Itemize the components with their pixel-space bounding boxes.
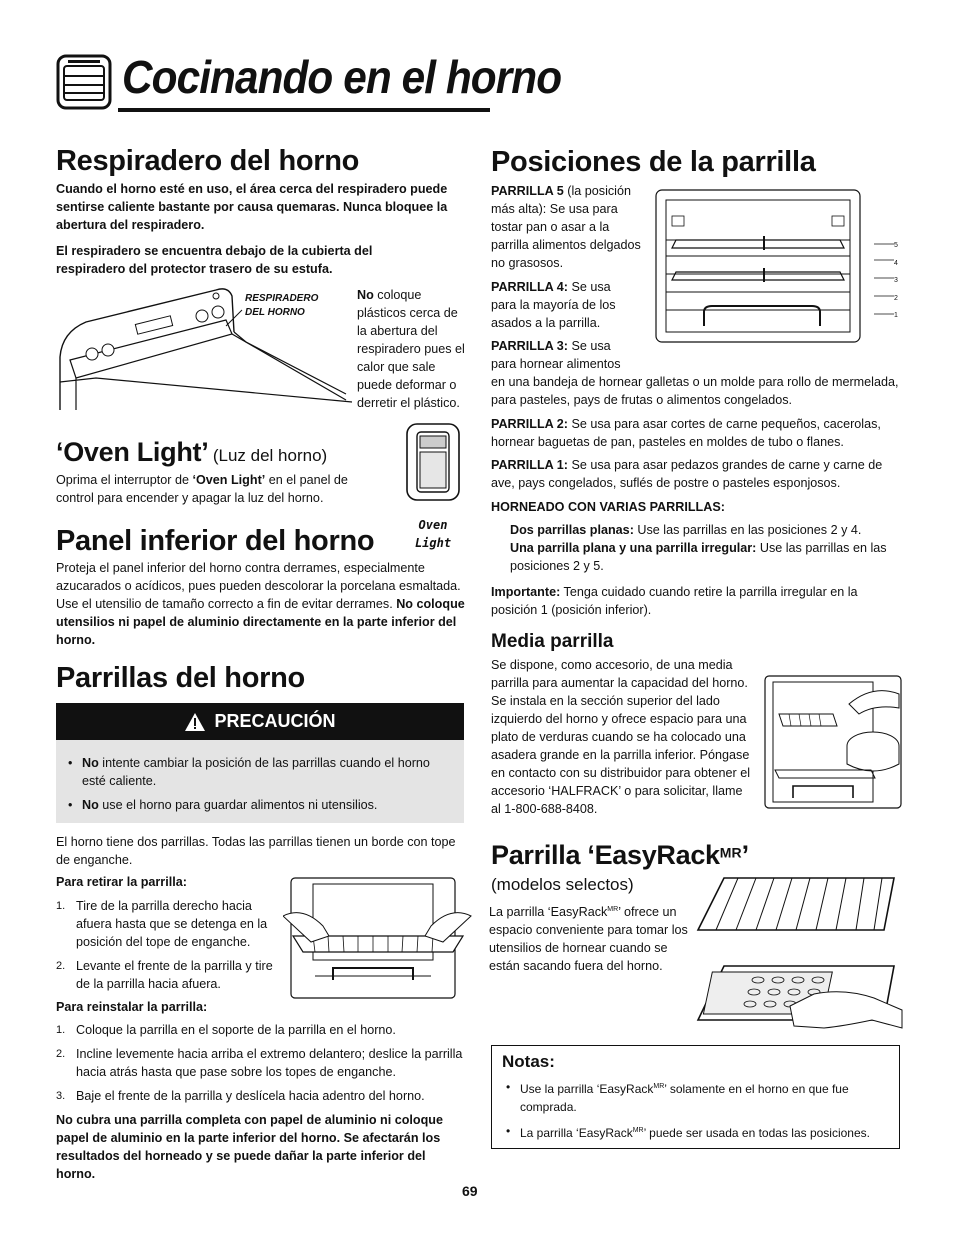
rack-number-labels bbox=[894, 237, 898, 325]
easyrack-title-sup: MR bbox=[719, 844, 742, 861]
half-rack-illustration bbox=[763, 674, 903, 810]
rack-positions-diagram bbox=[652, 186, 904, 346]
rack-number-label: 2 bbox=[894, 294, 898, 302]
reinstall-step bbox=[56, 1021, 466, 1039]
step-number: 1. bbox=[56, 900, 66, 912]
rack-1-bold: PARRILLA 1: bbox=[491, 458, 568, 472]
important-text: Tenga cuidado cuando retire la parrilla irregular en la posición 1 (posición inferior). bbox=[491, 585, 858, 617]
vent-note-bold: No bbox=[357, 288, 374, 302]
caution-item-bold: No bbox=[82, 756, 99, 770]
note-sup: MR bbox=[653, 1083, 665, 1090]
note-sup: MR bbox=[632, 1127, 644, 1134]
oven-light-title: ‘Oven Light’ bbox=[56, 437, 209, 467]
oven-light-title-suffix: (Luz del horno) bbox=[212, 446, 328, 465]
step-text: Tire de la parrilla derecho hacia afuera hasta que se detenga en la posición del tope de enganche. bbox=[76, 899, 268, 949]
important-bold: Importante: bbox=[491, 585, 561, 599]
note-item bbox=[502, 1078, 889, 1116]
oven-light-text-bold: ‘Oven Light’ bbox=[192, 473, 266, 487]
oven-light-text bbox=[56, 471, 376, 507]
rack-number-label: 1 bbox=[894, 312, 898, 319]
rack-1-desc: Se usa para asar pedazos grandes de carne y carne de ave, pays congelados, suflés de postre o pasteles esponjosos. bbox=[491, 458, 883, 490]
reinstall-title: Para reinstalar la parrilla: bbox=[56, 1000, 208, 1014]
half-rack-text-wrap bbox=[491, 656, 903, 818]
caution-box bbox=[56, 703, 464, 823]
racks-intro: El horno tiene dos parrillas. Todas las parrillas tienen un borde con tope de enganche. bbox=[56, 835, 456, 867]
step-number: 2. bbox=[56, 960, 66, 972]
vent-callout bbox=[245, 292, 318, 320]
oven-light-text-a: Oprima el interruptor de bbox=[56, 473, 193, 487]
rack-5-text bbox=[491, 182, 647, 272]
header-oven-icon bbox=[56, 54, 112, 112]
note-text-a: Use la parrilla ‘EasyRack bbox=[520, 1082, 654, 1096]
caution-item bbox=[64, 796, 448, 814]
button-label-line-2: Light bbox=[414, 536, 452, 550]
reinstall-steps bbox=[56, 1021, 466, 1105]
note-text-b: ’ puede ser usada en todas las posiciones. bbox=[643, 1126, 870, 1140]
half-rack-title: Media parrilla bbox=[491, 631, 614, 652]
caution-item-text: intente cambiar la posición de las parrillas cuando el horno esté caliente. bbox=[82, 756, 430, 788]
step-number: 1. bbox=[56, 1024, 66, 1036]
bottom-panel-text bbox=[56, 559, 468, 649]
multi-rack-1 bbox=[510, 521, 900, 539]
easyrack-title: Parrilla ‘EasyRack bbox=[491, 840, 720, 870]
rack-3-text-b: en una bandeja de hornear galletas o un molde para rollo de mermelada, para pasteles, pays de frutas o alimentos congelados. bbox=[491, 375, 899, 407]
easyrack-text-a: La parrilla ‘EasyRack bbox=[489, 905, 608, 920]
caution-label: PRECAUCIÓN bbox=[214, 711, 336, 731]
step-text: Incline levemente hacia arriba el extremo delantero; deslice la parrilla hacia atrás hasta que pase sobre los topes de enganche. bbox=[76, 1047, 463, 1079]
bottom-panel-text-bold: No coloque utensilios ni papel de aluminio directamente en la parte inferior del horno. bbox=[56, 597, 465, 647]
multi-rack-2 bbox=[510, 539, 890, 575]
vent-warning-1: Cuando el horno esté en uso, el área cerca del respiradero puede sentirse caliente bastante por causa quemaras. Nunca bloquee la abertura del respiradero. bbox=[56, 182, 448, 232]
oven-light-heading bbox=[56, 437, 327, 468]
vent-warning-2: El respiradero se encuentra debajo de la cubierta del respiradero del protector trasero de su estufa. bbox=[56, 244, 373, 276]
caution-item-text: use el horno para guardar alimentos ni utensilios. bbox=[98, 798, 378, 812]
easyrack-text-sup: MR bbox=[607, 906, 619, 913]
rack-2-text bbox=[491, 415, 903, 451]
vent-note-text: coloque plásticos cerca de la abertura del respiradero pues el calor que sale puede deformar o derretir el plástico. bbox=[357, 288, 465, 410]
step-text: Levante el frente de la parrilla y tire de la parrilla hacia afuera. bbox=[76, 959, 273, 991]
half-rack-text: Se dispone, como accesorio, de una media parrilla para aumentar la capacidad del horno. Se instala en la sección superior del lado izquierdo del horno y ofrece espacio para una plato de verduras cuando se ha colocado una asadera grande en la parrilla inferior. Póngase en contacto con su distribuidor para obtener el accesorio ‘HALFRACK’ o para solicitar, llame al 1-800-688-8408. bbox=[491, 658, 751, 816]
vent-callout-line-1: RESPIRADERO bbox=[245, 293, 319, 304]
rack-5-paren: (la posición más alta) bbox=[491, 184, 631, 216]
reinstall-step bbox=[56, 1087, 466, 1105]
rack-4-bold: PARRILLA 4: bbox=[491, 280, 568, 294]
caution-item-bold: No bbox=[82, 798, 99, 812]
remove-title: Para retirar la parrilla: bbox=[56, 875, 187, 889]
foil-warning: No cubra una parrilla completa con papel de aluminio ni coloque papel de aluminio en la parte inferior del horno. Se afectarán los resultados del horneado y se puede dañar la parte inferior del horno. bbox=[56, 1113, 443, 1181]
note-text-a: La parrilla ‘EasyRack bbox=[520, 1126, 633, 1140]
rack-number-label: 3 bbox=[894, 277, 898, 284]
page-title: Cocinando en el horno bbox=[122, 51, 562, 103]
caution-header bbox=[56, 703, 464, 740]
rack-number-label: 5 bbox=[894, 242, 898, 249]
multi-rack-2-bold: Una parrilla plana y una parrilla irregular: bbox=[510, 541, 757, 555]
bottom-panel-text-a: Proteja el panel inferior del horno contra derrames, especialmente azucarados o acídicos, pues pueden descolorar la porcelana esmaltada. Use el utensilio de tamaño correcto a fin de evitar derrames. bbox=[56, 561, 461, 611]
rack-4-text bbox=[491, 278, 631, 332]
warning-icon bbox=[184, 712, 206, 732]
rack-5-desc: : Se usa para tostar pan o asar a la parrilla alimentos delgados no grasosos. bbox=[491, 202, 641, 270]
rack-3-bold: PARRILLA 3: bbox=[491, 339, 568, 353]
easyrack-illustration bbox=[694, 870, 904, 1030]
step-number: 2. bbox=[56, 1048, 66, 1060]
step-number: 3. bbox=[56, 1090, 66, 1102]
rack-2-desc: Se usa para asar cortes de carne pequeños, cacerolas, hornear baguetas de pan, pasteles en moldes de tubo o flanes. bbox=[491, 417, 881, 449]
header-rule bbox=[118, 108, 490, 112]
step-text: Coloque la parrilla en el soporte de la parrilla en el horno. bbox=[76, 1023, 396, 1037]
easyrack-heading bbox=[491, 840, 749, 871]
vent-plastic-note bbox=[357, 286, 471, 412]
racks-title: Parrillas del horno bbox=[56, 662, 305, 694]
remove-rack-illustration bbox=[283, 876, 473, 1000]
step-text: Baje el frente de la parrilla y deslícela hacia adentro del horno. bbox=[76, 1089, 425, 1103]
rack-3-text-a bbox=[491, 337, 631, 373]
easyrack-title-end: ’ bbox=[741, 840, 749, 870]
remove-steps bbox=[56, 897, 282, 993]
easyrack-text-b: ’ ofrece un espacio conveniente para tomar los utensilios de hornear cuando se están sacando fuera del horno. bbox=[489, 905, 688, 974]
caution-item bbox=[64, 754, 448, 790]
rack-2-bold: PARRILLA 2: bbox=[491, 417, 568, 431]
remove-step bbox=[56, 957, 282, 993]
multi-rack-2-text: Use las parrillas en las posiciones 2 y 5. bbox=[510, 541, 887, 573]
vent-title: Respiradero del horno bbox=[56, 145, 360, 177]
easyrack-text bbox=[489, 901, 689, 975]
vent-callout-line-2: DEL HORNO bbox=[245, 307, 305, 318]
rack-3-desc-a: Se usa para hornear alimentos bbox=[491, 339, 621, 371]
reinstall-step bbox=[56, 1045, 466, 1081]
oven-light-text-b: en el panel de control para encender y apagar la luz del horno. bbox=[56, 473, 348, 505]
multi-rack-1-bold: Dos parrillas planas: bbox=[510, 523, 634, 537]
oven-light-button[interactable] bbox=[405, 422, 461, 502]
page-number: 69 bbox=[462, 1183, 478, 1199]
multi-rack-title: HORNEADO CON VARIAS PARRILLAS: bbox=[491, 500, 725, 514]
bottom-panel-title: Panel inferior del horno bbox=[56, 525, 375, 557]
multi-rack-1-text: Use las parrillas en las posiciones 2 y 4. bbox=[633, 523, 862, 537]
notes-box bbox=[491, 1045, 900, 1149]
notes-title: Notas: bbox=[502, 1052, 555, 1071]
easyrack-subtitle: (modelos selectos) bbox=[491, 875, 634, 894]
rack-5-bold: PARRILLA 5 bbox=[491, 184, 564, 198]
note-item bbox=[502, 1122, 889, 1142]
positions-title: Posiciones de la parrilla bbox=[491, 146, 816, 178]
important-note bbox=[491, 583, 881, 619]
note-text-b: ’ solamente en el horno en que fue comprada. bbox=[520, 1082, 849, 1114]
remove-step bbox=[56, 897, 282, 951]
rack-4-desc: Se usa para la mayoría de los asados a la parrilla. bbox=[491, 280, 616, 330]
rack-1-text bbox=[491, 456, 891, 492]
rack-number-label: 4 bbox=[894, 259, 898, 267]
oven-light-button-label bbox=[413, 516, 453, 552]
button-label-line-1: Oven bbox=[418, 518, 448, 532]
